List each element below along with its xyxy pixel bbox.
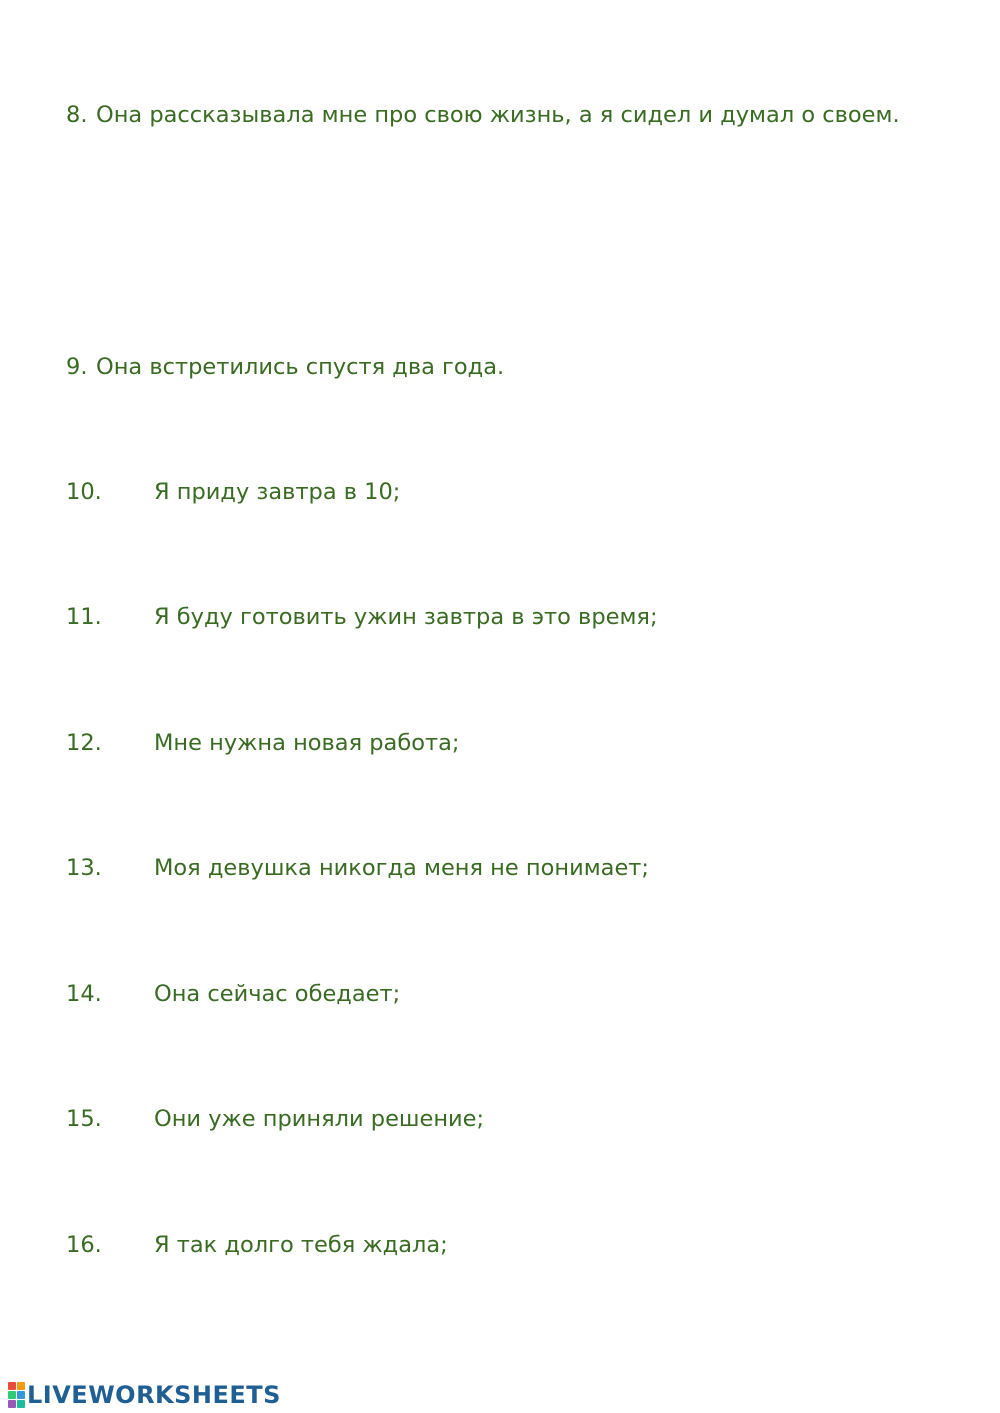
- item-number: 14.: [66, 981, 102, 1007]
- logo-square: [8, 1382, 16, 1390]
- item-number: 10.: [66, 479, 102, 505]
- item-sentence: Она встретились спустя два года.: [96, 354, 505, 380]
- logo-square: [8, 1391, 16, 1399]
- item-sentence: Она рассказывала мне про свою жизнь, а я сидел и думал о своем.: [96, 102, 900, 128]
- item-number: 12.: [66, 730, 102, 756]
- item-sentence: Я приду завтра в 10;: [154, 479, 401, 505]
- item-number: 9.: [66, 354, 88, 380]
- exercise-item-9: [66, 352, 504, 382]
- logo-text: LIVEWORKSHEETS: [27, 1381, 281, 1409]
- item-sentence: Моя девушка никогда меня не понимает;: [154, 855, 649, 881]
- logo-square: [17, 1400, 25, 1408]
- item-number: 16.: [66, 1232, 102, 1258]
- exercise-item-14: [66, 979, 400, 1009]
- liveworksheets-logo-icon: [8, 1382, 25, 1408]
- liveworksheets-logo[interactable]: [8, 1381, 281, 1409]
- exercise-item-12: [66, 728, 459, 758]
- item-number: 11.: [66, 604, 102, 630]
- item-sentence: Я буду готовить ужин завтра в это время;: [154, 604, 658, 630]
- exercise-item-8: [66, 100, 900, 130]
- item-number: 15.: [66, 1106, 102, 1132]
- logo-square: [8, 1400, 16, 1408]
- logo-square: [17, 1391, 25, 1399]
- item-sentence: Я так долго тебя ждала;: [154, 1232, 448, 1258]
- exercise-item-15: [66, 1104, 484, 1134]
- exercise-item-11: [66, 602, 658, 632]
- item-sentence: Они уже приняли решение;: [154, 1106, 485, 1132]
- item-sentence: Мне нужна новая работа;: [154, 730, 460, 756]
- exercise-item-10: [66, 477, 400, 507]
- item-number: 8.: [66, 102, 88, 128]
- logo-square: [17, 1382, 25, 1390]
- item-sentence: Она сейчас обедает;: [154, 981, 401, 1007]
- exercise-item-16: [66, 1230, 448, 1260]
- exercise-item-13: [66, 853, 649, 883]
- item-number: 13.: [66, 855, 102, 881]
